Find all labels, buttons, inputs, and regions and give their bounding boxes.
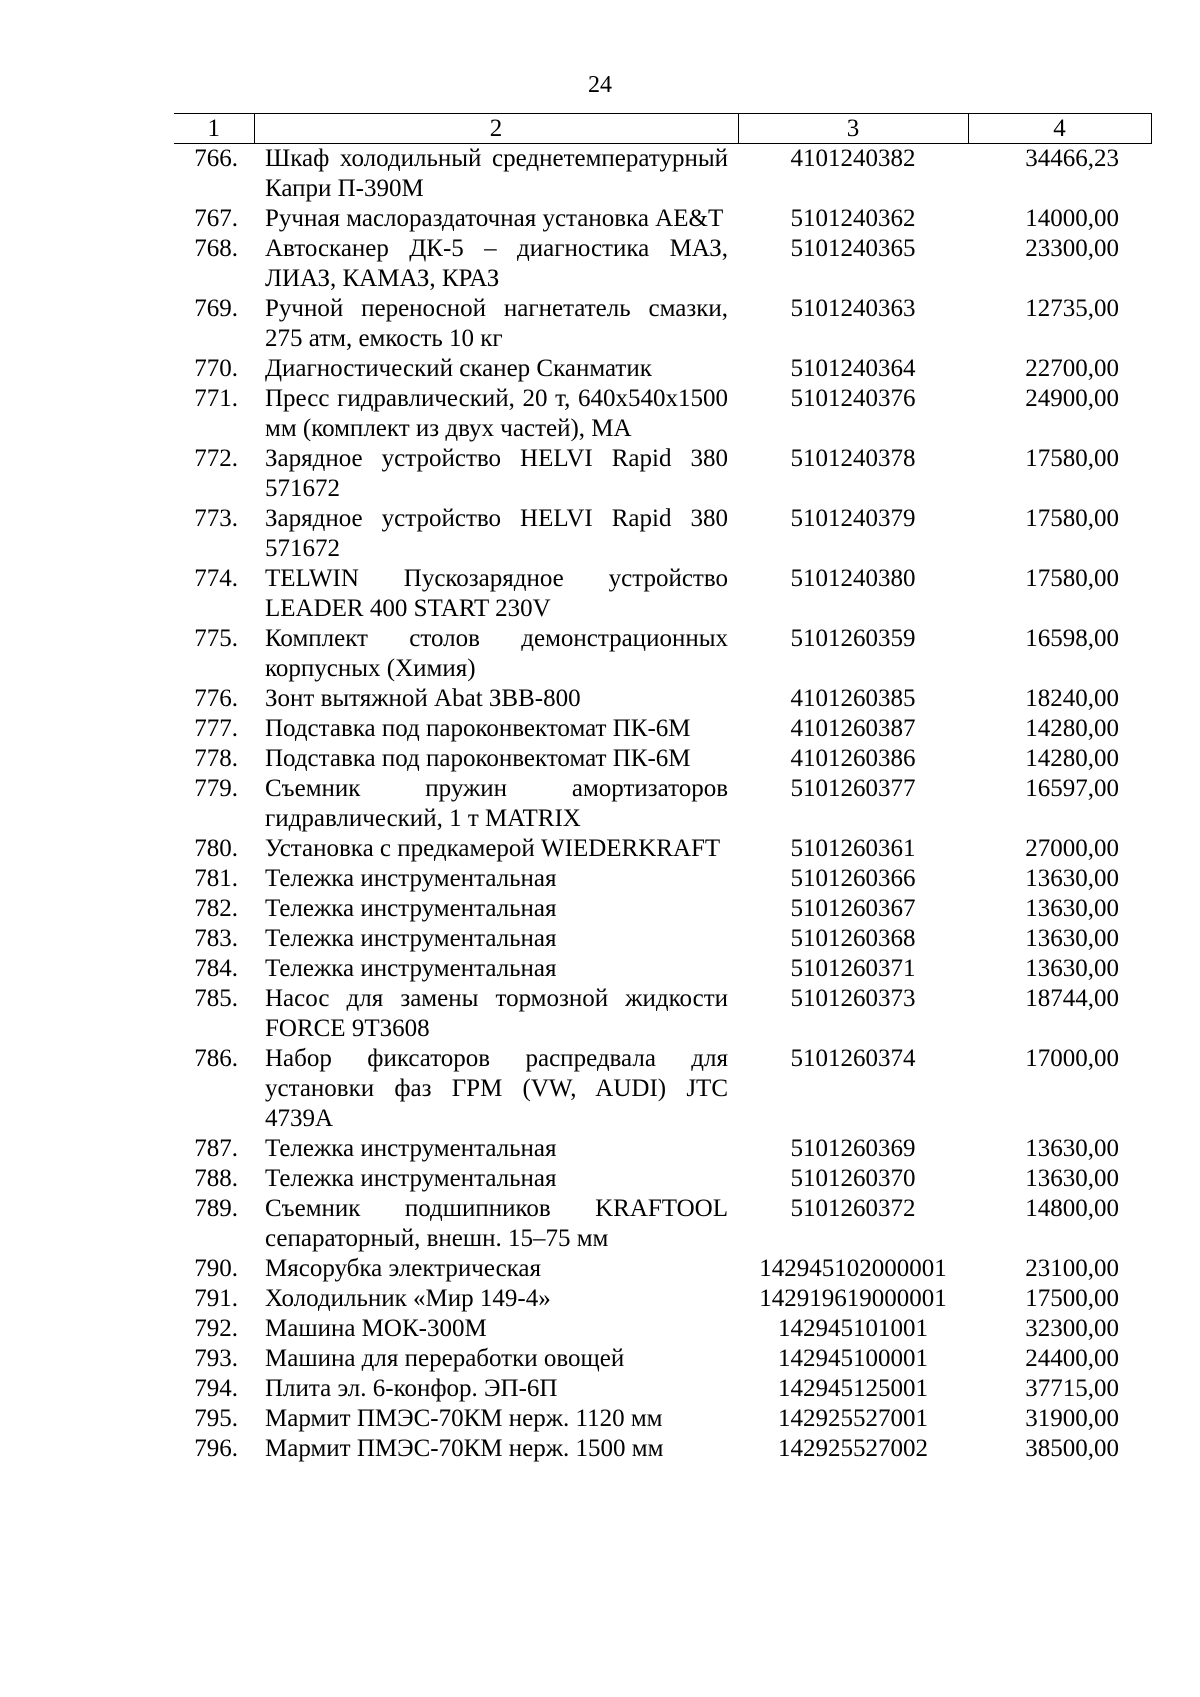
item-number: 784. [194,955,238,982]
table-row [174,384,1151,444]
inventory-table [174,113,1152,1464]
table-row [174,774,1151,834]
inventory-code: 4101260386 [790,745,916,772]
item-name: Тележка инструментальная [265,895,557,922]
item-value: 13630,00 [1025,1165,1119,1192]
table-row [174,924,1151,954]
inventory-code: 5101240365 [790,235,916,262]
table-row [174,1284,1151,1314]
item-value: 23300,00 [1025,235,1119,262]
inventory-code: 142945100001 [778,1345,928,1372]
item-number: 777. [194,715,238,742]
inventory-code: 4101240382 [790,145,916,172]
inventory-code: 5101260374 [790,1045,916,1072]
item-name: Плита эл. 6-конфор. ЭП-6П [265,1375,558,1402]
item-number: 788. [194,1165,238,1192]
item-name: Зарядное устройство HELVI Rapid 380 571672 [265,505,728,562]
table-row [174,294,1151,354]
item-number: 790. [194,1255,238,1282]
item-number: 789. [194,1195,238,1222]
item-value: 37715,00 [1025,1375,1119,1402]
table-row [174,444,1151,504]
table-row [174,1254,1151,1284]
inventory-code: 5101240376 [790,385,916,412]
item-number: 768. [194,235,238,262]
item-name: Машина МОК-300М [265,1315,487,1342]
item-name: Автосканер ДК-5 – диагностика МАЗ, ЛИАЗ, КАМАЗ, КРАЗ [265,235,728,292]
item-name: Мясорубка электрическая [265,1255,542,1282]
item-name: Съемник подшипников KRAFTOOL сепараторный, внешн. 15–75 мм [265,1195,728,1252]
inventory-code: 5101260359 [790,625,916,652]
item-name: Машина для переработки овощей [265,1345,625,1372]
table-row [174,834,1151,864]
item-name: Набор фиксаторов распредвала для установки фаз ГРМ (VW, AUDI) JTC 4739A [265,1045,728,1132]
item-value: 16598,00 [1025,625,1119,652]
item-name: Съемник пружин амортизаторов гидравлический, 1 т MATRIX [265,775,728,832]
item-number: 778. [194,745,238,772]
inventory-code: 142925527001 [778,1405,928,1432]
item-value: 16597,00 [1025,775,1119,802]
item-number: 785. [194,985,238,1012]
column-header-3: 3 [738,114,968,144]
inventory-code: 5101240380 [790,565,916,592]
table-header [174,114,1151,144]
table-row [174,1164,1151,1194]
inventory-code: 142945101001 [778,1315,928,1342]
item-name: Ручная маслораздаточная установка AE&T [265,205,724,232]
item-value: 24400,00 [1025,1345,1119,1372]
item-value: 17580,00 [1025,445,1119,472]
item-value: 14280,00 [1025,745,1119,772]
table-header-row [174,114,1151,144]
item-number: 779. [194,775,238,802]
table-row [174,144,1151,205]
inventory-table-container [174,113,1151,1464]
item-name: Диагностический сканер Сканматик [265,355,652,382]
item-name: Тележка инструментальная [265,925,557,952]
item-name: Зарядное устройство HELVI Rapid 380 571672 [265,445,728,502]
inventory-code: 5101260366 [790,865,916,892]
inventory-code: 5101260370 [790,1165,916,1192]
item-name: Тележка инструментальная [265,955,557,982]
inventory-code: 5101240378 [790,445,916,472]
item-value: 14800,00 [1025,1195,1119,1222]
item-name: Тележка инструментальная [265,1165,557,1192]
table-row [174,1434,1151,1464]
item-number: 774. [194,565,238,592]
item-number: 771. [194,385,238,412]
item-name: TELWIN Пускозарядное устройство LEADER 400 START 230V [265,565,728,622]
inventory-code: 5101260371 [790,955,916,982]
item-value: 23100,00 [1025,1255,1119,1282]
item-number: 766. [194,145,238,172]
item-value: 18240,00 [1025,685,1119,712]
item-number: 773. [194,505,238,532]
item-number: 772. [194,445,238,472]
item-value: 14280,00 [1025,715,1119,742]
item-number: 792. [194,1315,238,1342]
inventory-code: 4101260387 [790,715,916,742]
column-header-2: 2 [254,114,738,144]
item-value: 38500,00 [1025,1435,1119,1462]
inventory-code: 5101240362 [790,205,916,232]
item-number: 769. [194,295,238,322]
item-number: 786. [194,1045,238,1072]
inventory-code: 5101260377 [790,775,916,802]
inventory-code: 4101260385 [790,685,916,712]
inventory-code: 5101240363 [790,295,916,322]
item-number: 775. [194,625,238,652]
item-number: 795. [194,1405,238,1432]
item-value: 18744,00 [1025,985,1119,1012]
table-row [174,1134,1151,1164]
column-header-1: 1 [174,114,254,144]
page-number: 24 [588,72,612,98]
table-row [174,564,1151,624]
item-name: Установка с предкамерой WIEDERKRAFT [265,835,721,862]
item-value: 12735,00 [1025,295,1119,322]
inventory-code: 142925527002 [778,1435,928,1462]
item-number: 780. [194,835,238,862]
item-name: Мармит ПМЭС-70КМ нерж. 1500 мм [265,1435,664,1462]
item-number: 782. [194,895,238,922]
inventory-code: 142919619000001 [759,1285,947,1312]
table-body [174,144,1151,1465]
item-name: Комплект столов демонстрационных корпусных (Химия) [265,625,728,682]
table-row [174,504,1151,564]
item-value: 31900,00 [1025,1405,1119,1432]
table-row [174,1374,1151,1404]
table-row [174,864,1151,894]
item-value: 27000,00 [1025,835,1119,862]
table-row [174,684,1151,714]
item-name: Ручной переносной нагнетатель смазки, 275 атм, емкость 10 кг [265,295,728,352]
item-name: Мармит ПМЭС-70КМ нерж. 1120 мм [265,1405,663,1432]
table-row [174,1314,1151,1344]
inventory-code: 5101240379 [790,505,916,532]
item-value: 14000,00 [1025,205,1119,232]
table-row [174,954,1151,984]
item-value: 17580,00 [1025,505,1119,532]
table-row [174,624,1151,684]
table-row [174,744,1151,774]
table-row [174,204,1151,234]
item-name: Насос для замены тормозной жидкости FORCE 9T3608 [265,985,728,1042]
item-number: 791. [194,1285,238,1312]
item-name: Шкаф холодильный среднетемпературный Капри П-390М [265,145,728,202]
inventory-code: 5101260369 [790,1135,916,1162]
item-value: 13630,00 [1025,925,1119,952]
item-value: 17000,00 [1025,1045,1119,1072]
table-row [174,1194,1151,1254]
item-name: Тележка инструментальная [265,865,557,892]
item-value: 34466,23 [1025,145,1119,172]
column-header-4: 4 [968,114,1151,144]
item-value: 32300,00 [1025,1315,1119,1342]
item-number: 770. [194,355,238,382]
item-name: Подставка под пароконвектомат ПК-6М [265,745,691,772]
table-row [174,714,1151,744]
item-value: 13630,00 [1025,1135,1119,1162]
table-row [174,234,1151,294]
table-row [174,1404,1151,1434]
item-number: 781. [194,865,238,892]
item-value: 17580,00 [1025,565,1119,592]
item-number: 794. [194,1375,238,1402]
item-value: 22700,00 [1025,355,1119,382]
table-row [174,984,1151,1044]
inventory-code: 5101260373 [790,985,916,1012]
inventory-code: 142945102000001 [759,1255,947,1282]
item-number: 776. [194,685,238,712]
table-row [174,1344,1151,1374]
item-number: 796. [194,1435,238,1462]
item-value: 17500,00 [1025,1285,1119,1312]
item-number: 767. [194,205,238,232]
item-name: Пресс гидравлический, 20 т, 640х540х1500 мм (комплект из двух частей), МА [265,385,728,442]
inventory-code: 5101240364 [790,355,916,382]
item-number: 793. [194,1345,238,1372]
item-name: Подставка под пароконвектомат ПК-6М [265,715,691,742]
item-name: Зонт вытяжной Abat ЗВВ-800 [265,685,581,712]
table-row [174,354,1151,384]
item-value: 13630,00 [1025,895,1119,922]
table-row [174,1044,1151,1134]
inventory-code: 5101260368 [790,925,916,952]
item-value: 13630,00 [1025,865,1119,892]
table-row [174,894,1151,924]
item-name: Холодильник «Мир 149-4» [265,1285,551,1312]
inventory-code: 5101260372 [790,1195,916,1222]
inventory-code: 142945125001 [778,1375,928,1402]
item-value: 24900,00 [1025,385,1119,412]
inventory-code: 5101260367 [790,895,916,922]
item-number: 787. [194,1135,238,1162]
item-name: Тележка инструментальная [265,1135,557,1162]
item-value: 13630,00 [1025,955,1119,982]
inventory-code: 5101260361 [790,835,916,862]
item-number: 783. [194,925,238,952]
